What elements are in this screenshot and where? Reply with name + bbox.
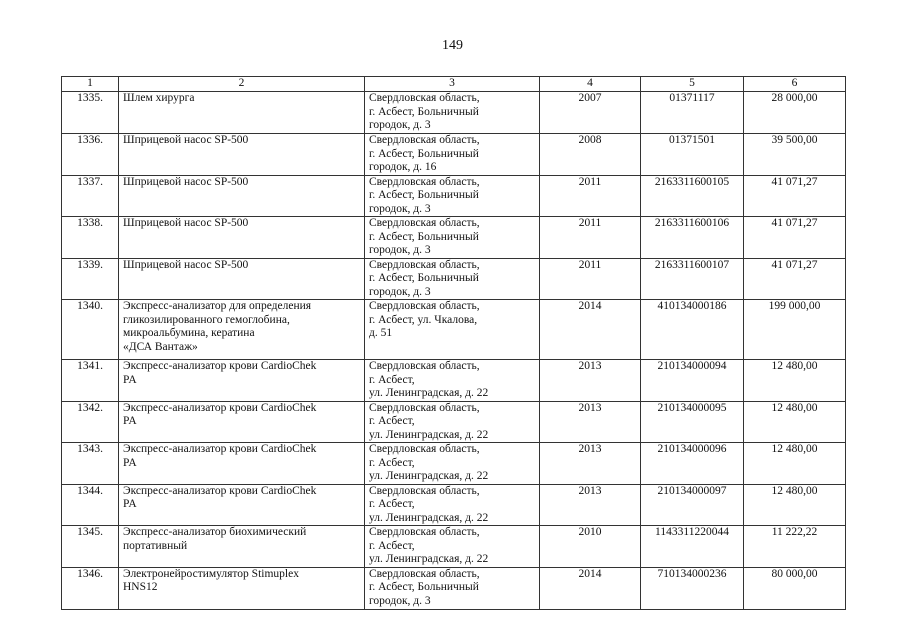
address-cell — [365, 567, 540, 609]
inventory-number-cell: 01371117 — [641, 92, 744, 134]
address-cell — [365, 360, 540, 402]
item-name-cell — [119, 360, 365, 402]
address-cell — [365, 175, 540, 217]
item-name-line: Шприцевой насос SP-500 — [123, 217, 249, 229]
table-row — [62, 217, 846, 259]
table-body — [62, 92, 846, 610]
year-cell: 2011 — [540, 175, 641, 217]
address-line: ул. Ленинградская, д. 22 — [369, 428, 489, 441]
inventory-number-cell: 710134000236 — [641, 567, 744, 609]
address-line: г. Асбест, Больничный — [369, 581, 479, 593]
year-cell: 2014 — [540, 300, 641, 360]
address-line: ул. Ленинградская, д. 22 — [369, 387, 489, 399]
year-cell: 2007 — [540, 92, 641, 134]
item-name-cell — [119, 92, 365, 134]
item-name-cell — [119, 526, 365, 568]
item-name-line: PA — [123, 456, 137, 469]
year-cell: 2013 — [540, 443, 641, 485]
row-number-cell: 1344. — [62, 484, 119, 526]
address-cell — [365, 526, 540, 568]
year-cell: 2014 — [540, 567, 641, 609]
table-row — [62, 443, 846, 485]
cost-cell: 41 071,27 — [744, 217, 846, 259]
address-cell — [365, 217, 540, 259]
row-number-cell: 1346. — [62, 567, 119, 609]
item-name-line: портативный — [123, 539, 188, 552]
inventory-number-cell: 01371501 — [641, 134, 744, 176]
column-header: 2 — [119, 77, 365, 92]
item-name-line: PA — [123, 498, 137, 510]
address-line: ул. Ленинградская, д. 22 — [369, 470, 489, 482]
row-number-cell: 1343. — [62, 443, 119, 485]
cost-cell: 11 222,22 — [744, 526, 846, 568]
address-line: городок, д. 16 — [369, 161, 437, 173]
address-line: Свердловская область, — [369, 567, 480, 580]
cost-cell: 41 071,27 — [744, 258, 846, 300]
cost-cell: 41 071,27 — [744, 175, 846, 217]
row-number-cell: 1341. — [62, 360, 119, 402]
table-row — [62, 92, 846, 134]
address-line: д. 51 — [369, 327, 393, 339]
item-name-line: Экспресс-анализатор биохимический — [123, 526, 307, 538]
address-line: Свердловская область, — [369, 134, 480, 146]
year-cell: 2008 — [540, 134, 641, 176]
table-row — [62, 484, 846, 526]
table-row — [62, 401, 846, 443]
address-line: Свердловская область, — [369, 175, 480, 188]
year-cell: 2010 — [540, 526, 641, 568]
row-number-cell: 1340. — [62, 300, 119, 360]
year-cell: 2011 — [540, 258, 641, 300]
address-line: городок, д. 3 — [369, 202, 431, 215]
item-name-cell — [119, 484, 365, 526]
property-table — [61, 76, 846, 610]
address-line: городок, д. 3 — [369, 244, 431, 256]
item-name-line: Экспресс-анализатор крови CardioChek — [123, 401, 317, 414]
address-line: г. Асбест, Больничный — [369, 230, 479, 243]
inventory-number-cell: 1143311220044 — [641, 526, 744, 568]
row-number-cell: 1336. — [62, 134, 119, 176]
address-cell — [365, 258, 540, 300]
item-name-line: PA — [123, 373, 137, 386]
item-name-line: PA — [123, 415, 137, 427]
address-line: Свердловская область, — [369, 258, 480, 271]
address-line: ул. Ленинградская, д. 22 — [369, 553, 489, 565]
cost-cell: 12 480,00 — [744, 443, 846, 485]
item-name-line: HNS12 — [123, 581, 158, 593]
address-line: г. Асбест, — [369, 415, 415, 427]
year-cell: 2011 — [540, 217, 641, 259]
address-line: г. Асбест, Больничный — [369, 105, 479, 118]
item-name-cell — [119, 258, 365, 300]
address-line: Свердловская область, — [369, 300, 480, 312]
address-cell — [365, 401, 540, 443]
item-name-line: Экспресс-анализатор крови CardioChek — [123, 360, 317, 372]
row-number-cell: 1342. — [62, 401, 119, 443]
item-name-line: «ДСА Вантаж» — [123, 340, 198, 353]
item-name-line: Экспресс-анализатор крови CardioChek — [123, 443, 317, 455]
inventory-number-cell: 210134000096 — [641, 443, 744, 485]
cost-cell: 199 000,00 — [744, 300, 846, 360]
address-line: Свердловская область, — [369, 360, 480, 372]
year-cell: 2013 — [540, 484, 641, 526]
cost-cell: 12 480,00 — [744, 401, 846, 443]
table-row — [62, 360, 846, 402]
inventory-number-cell: 210134000094 — [641, 360, 744, 402]
address-line: Свердловская область, — [369, 401, 480, 414]
table-row — [62, 526, 846, 568]
inventory-number-cell: 2163311600106 — [641, 217, 744, 259]
address-line: г. Асбест, Больничный — [369, 147, 479, 160]
row-number-cell: 1337. — [62, 175, 119, 217]
item-name-line: Экспресс-анализатор крови CardioChek — [123, 484, 317, 497]
item-name-cell — [119, 217, 365, 259]
address-line: г. Асбест, — [369, 373, 415, 386]
address-line: Свердловская область, — [369, 217, 480, 229]
address-cell — [365, 484, 540, 526]
item-name-cell — [119, 567, 365, 609]
row-number-cell: 1338. — [62, 217, 119, 259]
column-header: 5 — [641, 77, 744, 92]
item-name-line: гликозилированного гемоглобина, — [123, 313, 290, 326]
address-line: Свердловская область, — [369, 526, 480, 538]
item-name-cell — [119, 401, 365, 443]
table-row — [62, 567, 846, 609]
item-name-line: Шлем хирурга — [123, 92, 195, 104]
address-line: г. Асбест, — [369, 498, 415, 510]
address-line: городок, д. 3 — [369, 285, 431, 298]
address-line: городок, д. 3 — [369, 594, 431, 607]
address-line: г. Асбест, Больничный — [369, 189, 479, 201]
inventory-number-cell: 210134000097 — [641, 484, 744, 526]
address-line: г. Асбест, — [369, 539, 415, 552]
address-line: г. Асбест, — [369, 456, 415, 469]
column-header: 3 — [365, 77, 540, 92]
inventory-number-cell: 2163311600107 — [641, 258, 744, 300]
table-row — [62, 175, 846, 217]
row-number-cell: 1345. — [62, 526, 119, 568]
cost-cell: 39 500,00 — [744, 134, 846, 176]
address-line: ул. Ленинградская, д. 22 — [369, 511, 489, 524]
year-cell: 2013 — [540, 360, 641, 402]
item-name-cell — [119, 134, 365, 176]
address-line: Свердловская область, — [369, 443, 480, 455]
column-header: 4 — [540, 77, 641, 92]
year-cell: 2013 — [540, 401, 641, 443]
item-name-line: Шприцевой насос SP-500 — [123, 175, 249, 188]
item-name-line: Экспресс-анализатор для определения — [123, 300, 312, 312]
address-line: г. Асбест, Больничный — [369, 272, 479, 284]
address-cell — [365, 134, 540, 176]
item-name-line: Шприцевой насос SP-500 — [123, 258, 249, 271]
address-line: Свердловская область, — [369, 484, 480, 497]
inventory-number-cell: 210134000095 — [641, 401, 744, 443]
item-name-cell — [119, 443, 365, 485]
item-name-line: микроальбумина, кератина — [123, 327, 255, 339]
address-cell — [365, 92, 540, 134]
cost-cell: 28 000,00 — [744, 92, 846, 134]
cost-cell: 80 000,00 — [744, 567, 846, 609]
table-row — [62, 300, 846, 360]
address-cell — [365, 300, 540, 360]
table-row — [62, 258, 846, 300]
address-line: г. Асбест, ул. Чкалова, — [369, 313, 478, 326]
column-header: 6 — [744, 77, 846, 92]
header-row — [62, 77, 846, 92]
item-name-cell — [119, 175, 365, 217]
item-name-line: Шприцевой насос SP-500 — [123, 134, 249, 146]
table-row — [62, 134, 846, 176]
page-number: 149 — [442, 38, 463, 53]
address-cell — [365, 443, 540, 485]
column-header: 1 — [62, 77, 119, 92]
address-line: городок, д. 3 — [369, 119, 431, 131]
inventory-number-cell: 410134000186 — [641, 300, 744, 360]
row-number-cell: 1339. — [62, 258, 119, 300]
item-name-cell — [119, 300, 365, 360]
item-name-line: Электронейростимулятор Stimuplex — [123, 567, 299, 580]
cost-cell: 12 480,00 — [744, 484, 846, 526]
inventory-number-cell: 2163311600105 — [641, 175, 744, 217]
address-line: Свердловская область, — [369, 92, 480, 104]
row-number-cell: 1335. — [62, 92, 119, 134]
cost-cell: 12 480,00 — [744, 360, 846, 402]
